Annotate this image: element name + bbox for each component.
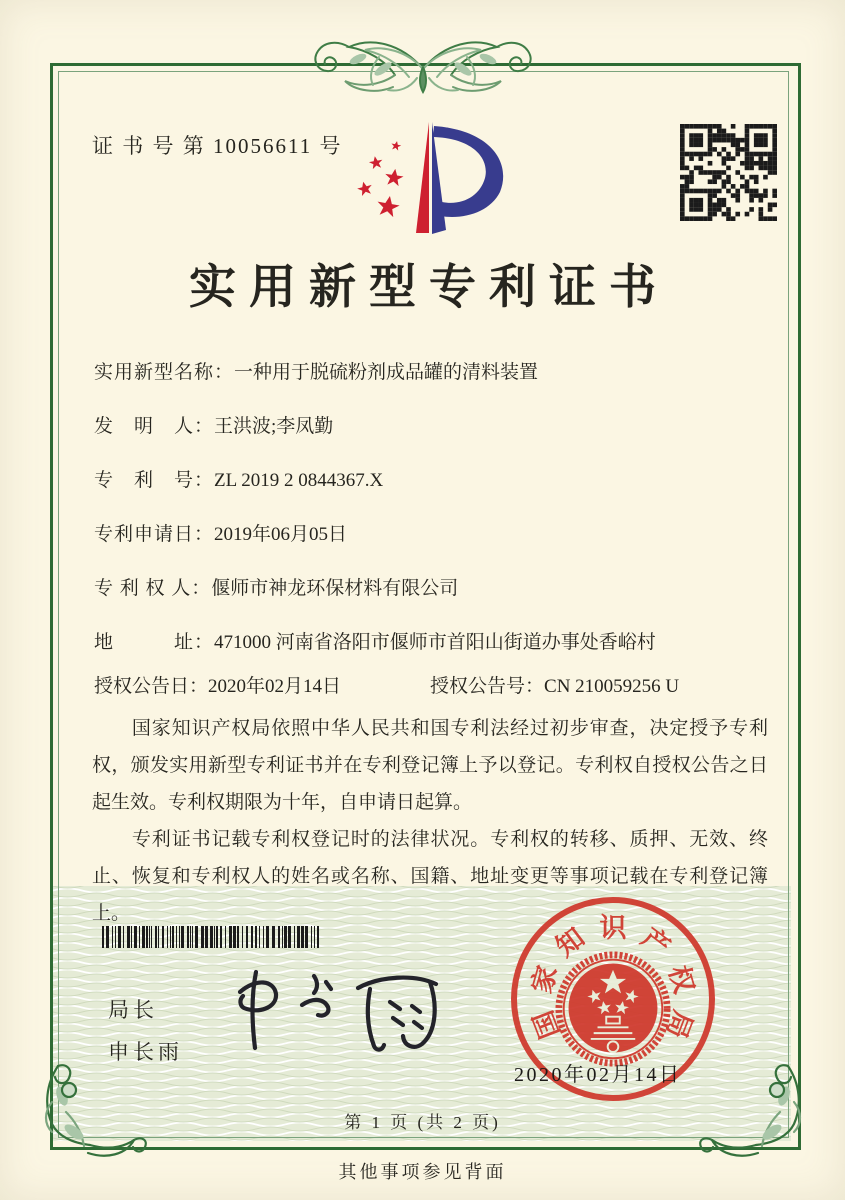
field-value: 471000 河南省洛阳市偃师市首阳山街道办事处香峪村 — [214, 632, 656, 653]
seal-character: 知 — [550, 922, 591, 963]
seal-character: 局 — [660, 1006, 699, 1043]
field-value: 偃师市神龙环保材料有限公司 — [211, 578, 459, 599]
field-value: 2019年06月05日 — [214, 524, 348, 545]
legal-text — [92, 710, 768, 932]
grant-date — [94, 674, 341, 700]
field-label: 实用新型名称： — [94, 362, 235, 383]
qr-code-icon — [680, 124, 777, 221]
field-row — [94, 522, 774, 548]
field-row — [94, 576, 774, 602]
field-value: ZL 2019 2 0844367.X — [214, 470, 384, 491]
field-row — [94, 630, 774, 656]
seal-character: 权 — [663, 962, 700, 997]
director-name: 申长雨 — [108, 1040, 183, 1064]
field-value: 一种用于脱硫粉剂成品罐的清料装置 — [234, 362, 539, 383]
national-emblem-icon — [555, 947, 671, 1069]
border-ornament-top — [283, 33, 563, 97]
director-signature — [222, 958, 462, 1063]
page-indicator: 第 1 页 (共 2 页) — [344, 1113, 501, 1132]
grant-number-value: CN 210059256 U — [544, 676, 680, 697]
field-label: 专 利 号： — [94, 470, 215, 491]
fields-section — [94, 360, 774, 684]
field-label: 专 利 权 人： — [94, 578, 212, 599]
seal-character: 产 — [635, 922, 676, 963]
seal-date: 2020年02月14日 — [514, 1064, 682, 1086]
seal-character: 家 — [526, 962, 563, 997]
field-label: 地 址： — [94, 632, 215, 653]
field-row — [94, 414, 774, 440]
seal-character: 识 — [599, 913, 627, 943]
cnipa-logo-icon — [338, 114, 526, 242]
field-value: 王洪波;李凤勤 — [214, 416, 334, 437]
grant-number — [430, 674, 679, 700]
back-note: 其他事项参见背面 — [338, 1162, 507, 1182]
certificate-number: 证 书 号 第 10056611 号 — [92, 134, 343, 158]
field-label: 专利申请日： — [94, 524, 215, 545]
barcode-icon — [102, 926, 320, 948]
grant-date-label: 授权公告日： — [94, 676, 209, 697]
grant-number-label: 授权公告号： — [430, 676, 545, 697]
seal-character: 国 — [527, 1006, 566, 1043]
legal-paragraph: 国家知识产权局依照中华人民共和国专利法经过初步审查，决定授予专利权，颁发实用新型专利证书并在专利登记簿上予以登记。专利权自授权公告之日起生效。专利权期限为十年，自申请日起算。 — [92, 718, 768, 813]
grant-date-value: 2020年02月14日 — [208, 676, 342, 697]
director-title: 局长 — [108, 998, 158, 1022]
field-row — [94, 360, 774, 386]
field-row — [94, 468, 774, 494]
field-label: 发 明 人： — [94, 416, 215, 437]
legal-paragraph: 专利证书记载专利权登记时的法律状况。专利权的转移、质押、无效、终止、恢复和专利权人的姓名或名称、国籍、地址变更等事项记载在专利登记簿上。 — [92, 829, 768, 924]
certificate-title: 实用新型专利证书 — [189, 262, 669, 314]
